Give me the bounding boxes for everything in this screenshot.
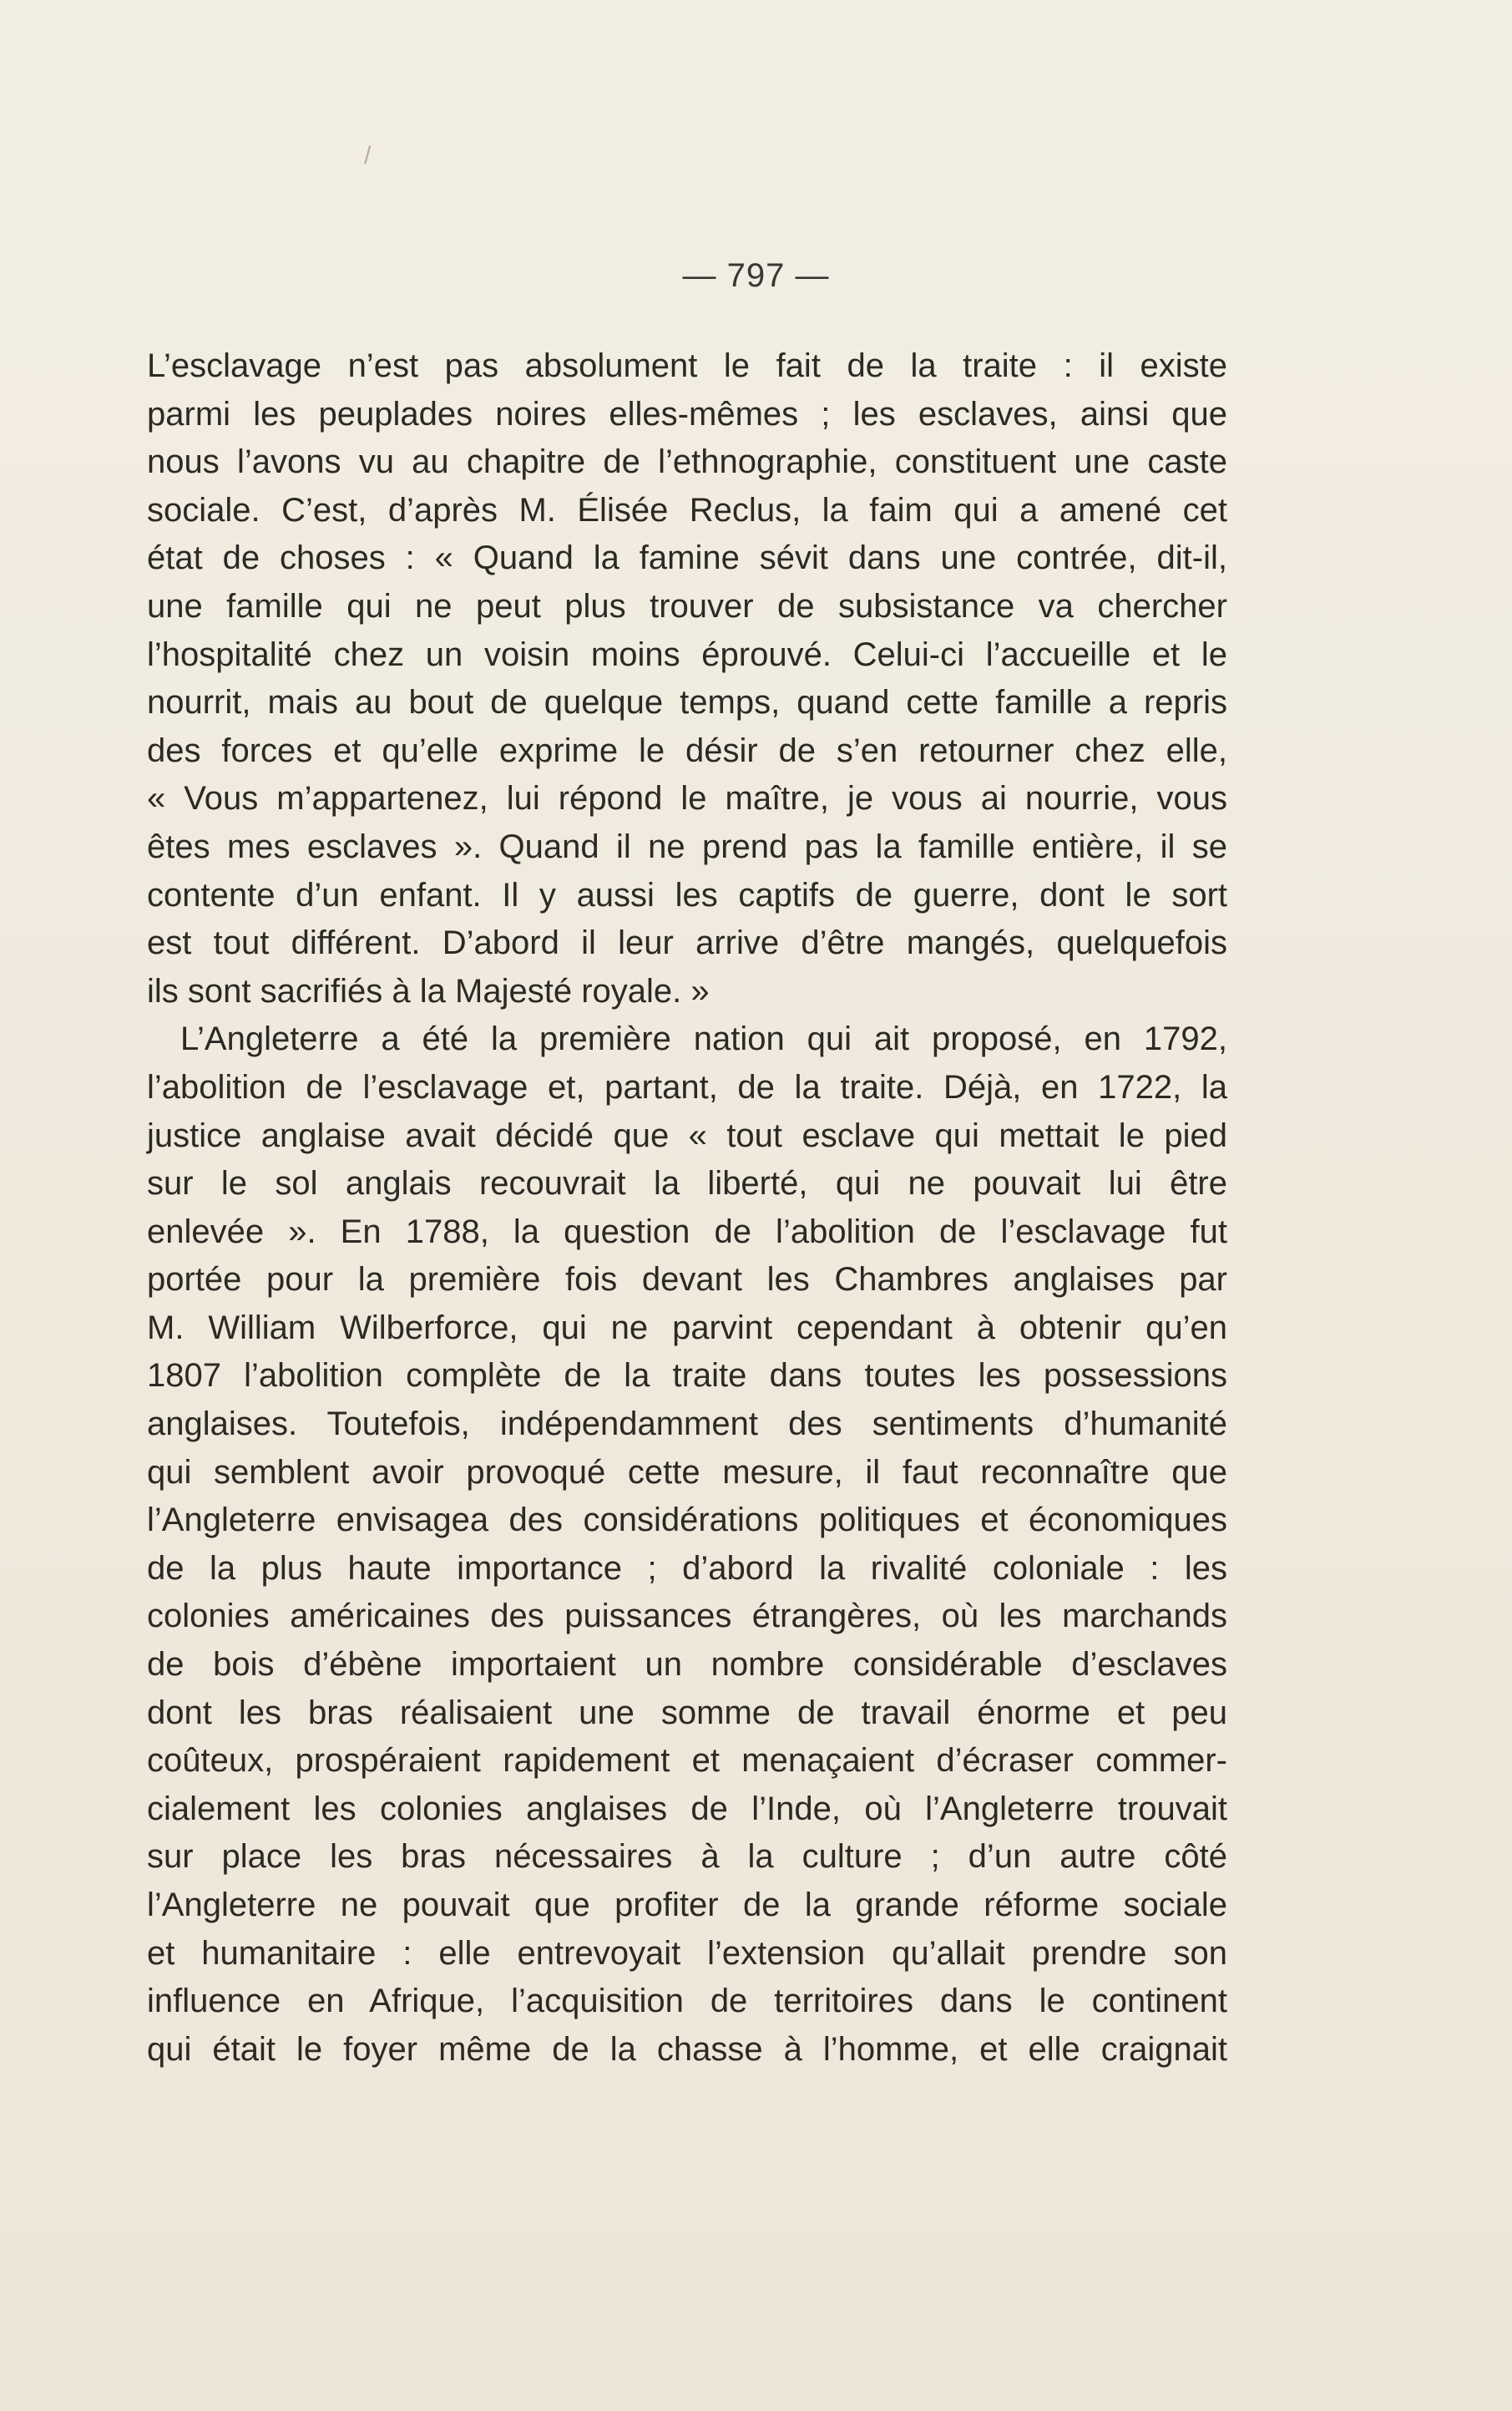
text-line: ils sont sacrifiés à la Majesté royale. » [147, 972, 710, 1010]
text-line: êtes mes esclaves ». Quand il ne prend pas la famille entière, il se [147, 828, 1227, 865]
text-line: contente d’un enfant. Il y aussi les captifs de guerre, dont le sort [147, 876, 1227, 914]
text-line: est tout différent. D’abord il leur arrive d’être mangés, quelquefois [147, 924, 1227, 962]
text-line: coûteux, prospéraient rapidement et menaçaient d’écraser commer- [147, 1742, 1227, 1780]
text-line: sociale. C’est, d’après M. Élisée Reclus, la faim qui a amené cet [147, 491, 1227, 529]
text-line: L’Angleterre a été la première nation qui ait proposé, en 1792, [180, 1021, 1227, 1058]
text-line: 1807 l’abolition complète de la traite dans toutes les possessions [147, 1357, 1227, 1395]
text-line: l’abolition de l’esclavage et, partant, de la traite. Déjà, en 1722, la [147, 1068, 1227, 1106]
text-line: une famille qui ne peut plus trouver de subsistance va chercher [147, 587, 1227, 625]
text-line: anglaises. Toutefois, indépendamment des sentiments d’humanité [147, 1406, 1227, 1443]
text-line: des forces et qu’elle exprime le désir de s’en retourner chez elle, [147, 732, 1227, 769]
text-line: qui était le foyer même de la chasse à l’homme, et elle craignait [147, 2030, 1227, 2068]
text-line: parmi les peuplades noires elles-mêmes ; les esclaves, ainsi que [147, 395, 1227, 433]
text-line: cialement les colonies anglaises de l’Inde, où l’Angleterre trouvait [147, 1790, 1227, 1827]
text-line: état de choses : « Quand la famine sévit dans une contrée, dit-il, [147, 539, 1227, 577]
text-line: sur le sol anglais recouvrait la liberté, qui ne pouvait lui être [147, 1165, 1227, 1203]
text-line: influence en Afrique, l’acquisition de territoires dans le continent [147, 1983, 1227, 2020]
text-line: l’hospitalité chez un voisin moins éprouvé. Celui-ci l’accueille et le [147, 636, 1227, 673]
text-line: « Vous m’appartenez, lui répond le maître, je vous ai nourrie, vous [147, 780, 1227, 818]
text-line: l’Angleterre envisagea des considérations politiques et économiques [147, 1502, 1227, 1539]
page-number: — 797 — [682, 257, 830, 294]
text-line: de bois d’ébène importaient un nombre considérable d’esclaves [147, 1646, 1227, 1684]
text-line: l’Angleterre ne pouvait que profiter de la grande réforme sociale [147, 1887, 1227, 1923]
text-line: colonies américaines des puissances étrangères, où les marchands [147, 1598, 1227, 1635]
text-line: de la plus haute importance ; d’abord la rivalité coloniale : les [147, 1549, 1227, 1587]
text-line: nourrit, mais au bout de quelque temps, quand cette famille a repris [147, 684, 1227, 722]
text-line: nous l’avons vu au chapitre de l’ethnographie, constituent une caste [147, 443, 1227, 481]
text-line: L’esclavage n’est pas absolument le fait de la traite : il existe [147, 347, 1227, 384]
text-line: dont les bras réalisaient une somme de travail énorme et peu [147, 1694, 1227, 1731]
pencil-mark-icon: / [364, 142, 372, 170]
text-line: justice anglaise avait décidé que « tout esclave qui mettait le pied [147, 1117, 1227, 1154]
text-line: M. William Wilberforce, qui ne parvint cependant à obtenir qu’en [147, 1309, 1227, 1346]
text-line: qui semblent avoir provoqué cette mesure, il faut reconnaître que [147, 1453, 1227, 1491]
text-line: portée pour la première fois devant les Chambres anglaises par [147, 1261, 1227, 1299]
body-text [147, 342, 1227, 2074]
text-line: enlevée ». En 1788, la question de l’abolition de l’esclavage fut [147, 1213, 1227, 1250]
text-line: et humanitaire : elle entrevoyait l’extension qu’allait prendre son [147, 1934, 1227, 1972]
text-line: sur place les bras nécessaires à la culture ; d’un autre côté [147, 1838, 1227, 1876]
